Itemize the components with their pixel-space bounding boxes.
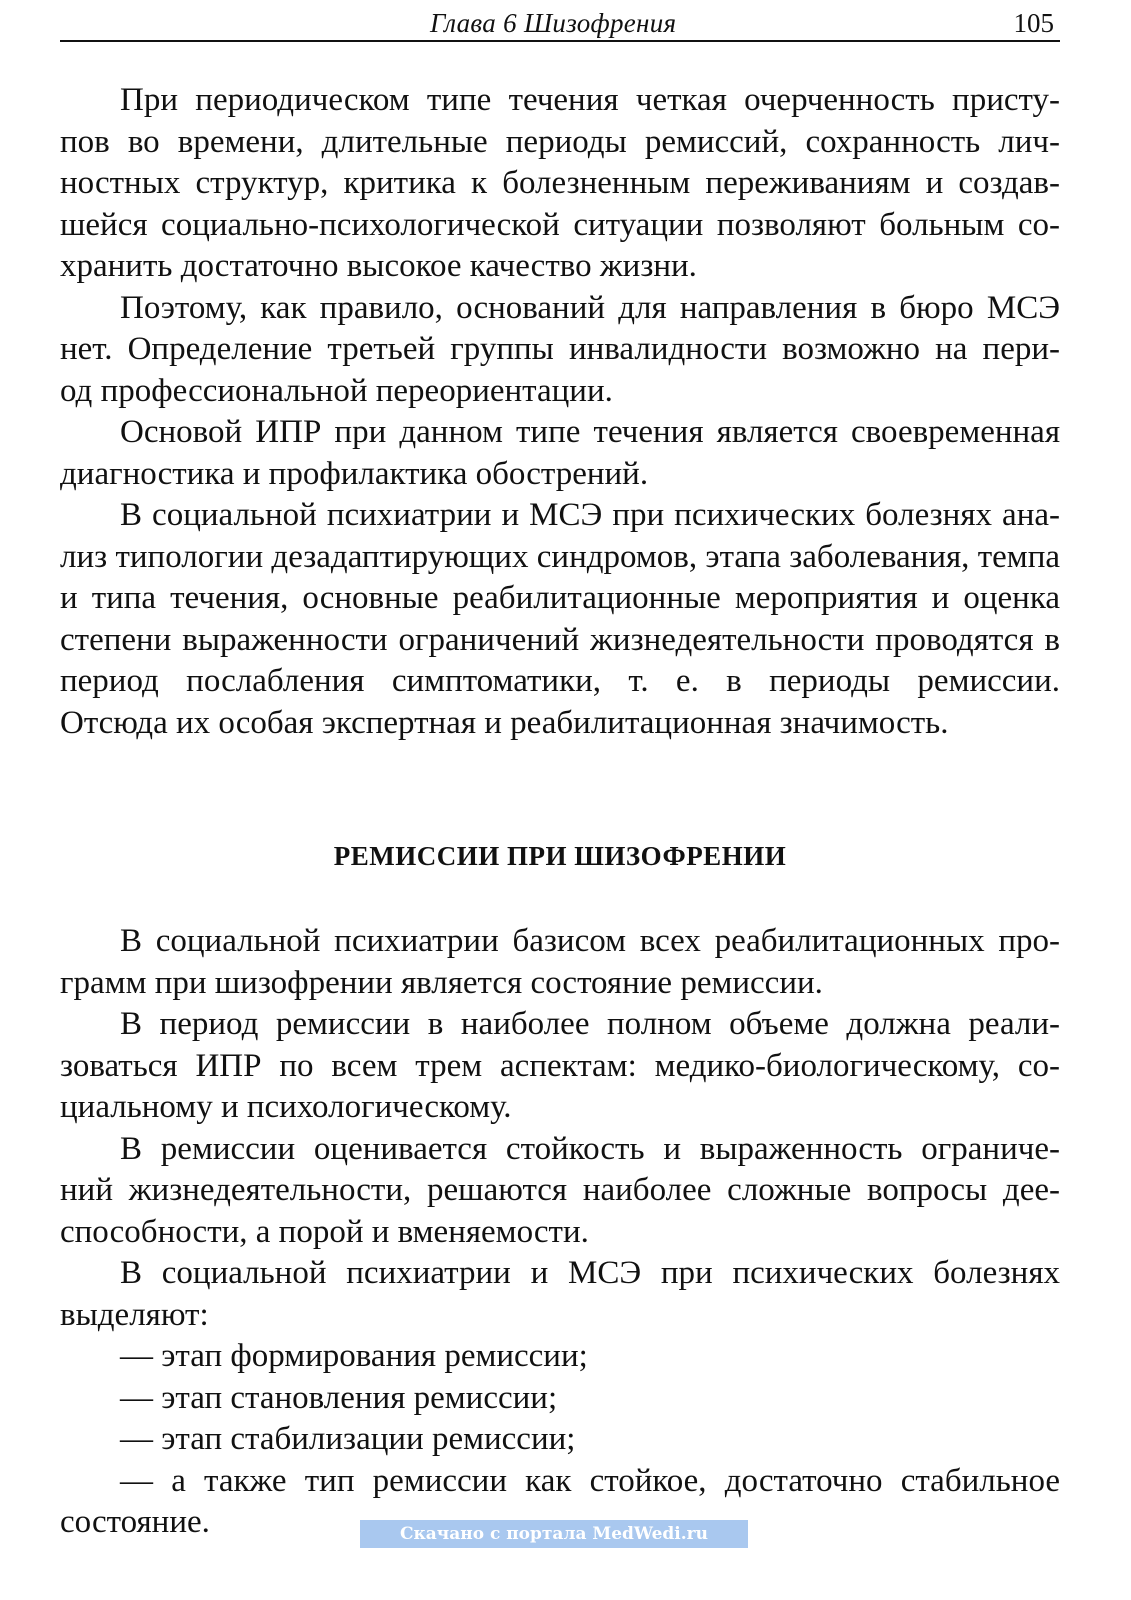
list [60, 1336, 1060, 1461]
text-line: циальному и психологическому. [60, 1089, 512, 1125]
text-line: В социальной психиатрии и МСЭ при психических болезнях ана- [120, 497, 1060, 533]
section-heading: РЕМИССИИ ПРИ ШИЗОФРЕНИИ [333, 841, 787, 871]
text-line: Отсюда их особая экспертная и реабилитационная значимость. [60, 704, 949, 741]
list-item: — этап стабилизации ремиссии; [120, 1421, 576, 1457]
text-line: лиз типологии дезадаптирующих синдромов, этапа заболевания, темпа [60, 538, 1060, 575]
body-text [60, 80, 1060, 1544]
paragraph [60, 412, 1060, 495]
text-line: шейся социально-психологической ситуации позволяют больным со- [60, 206, 1060, 243]
list-item: — этап становления ремиссии; [120, 1379, 558, 1416]
text-line: ний жизнедеятельности, решаются наиболее сложные вопросы дее- [60, 1172, 1060, 1208]
text-line: пов во времени, длительные периоды ремиссий, сохранность лич- [60, 123, 1060, 160]
text-line: нет. Определение третьей группы инвалидности возможно на пери- [60, 331, 1060, 367]
paragraph [60, 1253, 1060, 1336]
text-line: Поэтому, как правило, оснований для направления в бюро МСЭ [120, 289, 1060, 326]
running-title: Глава 6 Шизофрения [430, 8, 677, 38]
text-line: степени выраженности ограничений жизнедеятельности проводятся в [60, 621, 1060, 658]
text-line: ностных структур, критика к болезненным переживаниям и создав- [60, 165, 1060, 201]
text-line: од профессиональной переориентации. [60, 372, 613, 409]
paragraph [60, 921, 1060, 1004]
text-line: период послабления симптоматики, т. е. в периоды ремиссии. [60, 663, 1060, 699]
text-line: диагностика и профилактика обострений. [60, 455, 649, 492]
list-item: — этап формирования ремиссии; [120, 1338, 588, 1374]
paragraph [60, 495, 1060, 744]
text-line: В социальной психиатрии и МСЭ при психических болезнях [120, 1255, 1060, 1291]
text-line: грамм при шизофрении является состояние ремиссии. [60, 964, 823, 1001]
paragraph [60, 1004, 1060, 1129]
text-line: хранить достаточно высокое качество жизни. [60, 248, 697, 284]
text-line: В ремиссии оценивается стойкость и выраженность ограниче- [120, 1130, 1060, 1167]
text-line: выделяют: [60, 1296, 209, 1333]
text-line: — а также тип ремиссии как стойкое, достаточно стабильное [120, 1462, 1060, 1499]
paragraph [60, 80, 1060, 288]
text-line: При периодическом типе течения четкая очерченность присту- [120, 82, 1060, 118]
text-line: зоваться ИПР по всем трем аспектам: медико-биологическому, со- [60, 1047, 1060, 1084]
paragraph [60, 288, 1060, 413]
running-header [60, 4, 1060, 42]
text-line: способности, а порой и вменяемости. [60, 1213, 589, 1250]
text-line: В период ремиссии в наиболее полном объеме должна реали- [120, 1006, 1060, 1042]
download-watermark: Скачано с портала MedWedi.ru [360, 1520, 748, 1548]
text-line: и типа течения, основные реабилитационные мероприятия и оценка [60, 580, 1060, 616]
paragraph [60, 1129, 1060, 1254]
text-line: В социальной психиатрии базисом всех реабилитационных про- [120, 923, 1060, 959]
text-line: Основой ИПР при данном типе течения является своевременная [120, 414, 1060, 450]
page-number: 105 [1013, 8, 1054, 38]
text-line: состояние. [60, 1504, 210, 1540]
